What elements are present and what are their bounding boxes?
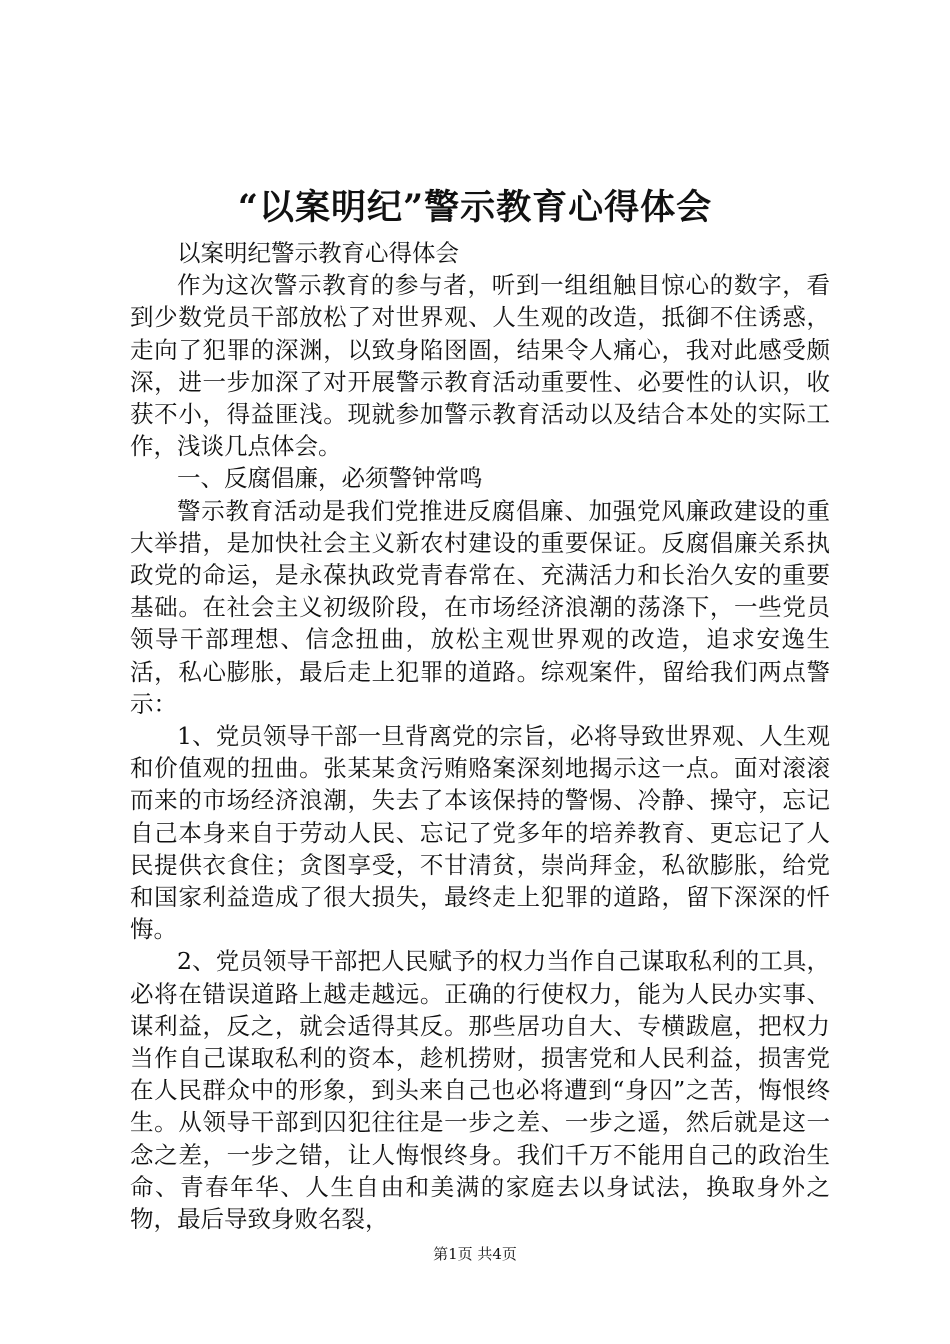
intro-paragraph: 作为这次警示教育的参与者，听到一组组触目惊心的数字，看到少数党员干部放松了对世界观、人生观的改造，抵御不住诱惑，走向了犯罪的深渊，以致身陷囹圄，结果令人痛心，我对此感受颇深，进一步加深了对开展警示教育活动重要性、必要性的认识，收获不小，得益匪浅。现就参加警示教育活动以及结合本处的实际工作，浅谈几点体会。 bbox=[130, 271, 830, 461]
point-2-paragraph: 2、党员领导干部把人民赋予的权力当作自己谋取私利的工具，必将在错误道路上越走越远。正确的行使权力，能为人民办实事、谋利益，反之，就会适得其反。那些居功自大、专横跋扈，把权力当作自己谋取私利的资本，趁机捞财，损害党和人民利益，损害党在人民群众中的形象，到头来自己也必将遭到“身囚”之苦，悔恨终生。从领导干部到囚犯往往是一步之差、一步之遥，然后就是这一念之差，一步之错，让人悔恨终身。我们千万不能用自己的政治生命、青春年华、人生自由和美满的家庭去以身试法，换取身外之物，最后导致身败名裂， bbox=[130, 947, 830, 1234]
point-1-paragraph: 1、党员领导干部一旦背离党的宗旨，必将导致世界观、人生观和价值观的扭曲。张某某贪污贿赂案深刻地揭示这一点。面对滚滚而来的市场经济浪潮，失去了本该保持的警惕、冷静、操守，忘记自己本身来自于劳动人民、忘记了党多年的培养教育、更忘记了人民提供衣食住；贪图享受，不甘清贫，崇尚拜金，私欲膨胀，给党和国家利益造成了很大损失，最终走上犯罪的道路，留下深深的忏悔。 bbox=[130, 722, 830, 944]
section-heading: 一、反腐倡廉，必须警钟常鸣 bbox=[177, 464, 483, 493]
subtitle-paragraph: 以案明纪警示教育心得体会 bbox=[177, 239, 459, 267]
document-body bbox=[130, 237, 830, 1235]
document-title: “以案明纪”警示教育心得体会 bbox=[237, 187, 713, 228]
page-number-footer: 第1页 共4页 bbox=[433, 1245, 517, 1263]
body-paragraph: 警示教育活动是我们党推进反腐倡廉、加强党风廉政建设的重大举措，是加快社会主义新农村建设的重要保证。反腐倡廉关系执政党的命运，是永葆执政党青春常在、充满活力和长治久安的重要基础。在社会主义初级阶段，在市场经济浪潮的荡涤下，一些党员领导干部理想、信念扭曲，放松主观世界观的改造，追求安逸生活，私心膨胀，最后走上犯罪的道路。综观案件，留给我们两点警示： bbox=[130, 496, 830, 718]
